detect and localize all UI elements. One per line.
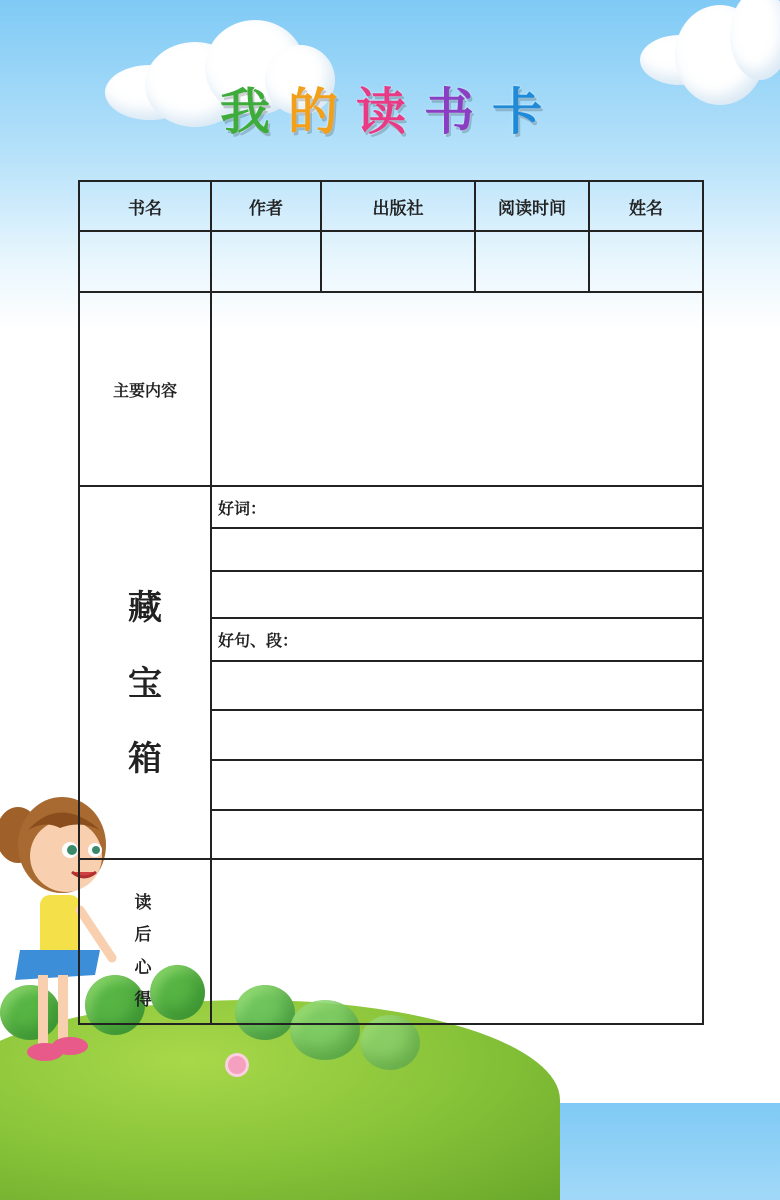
header-author: 作者 bbox=[249, 198, 283, 219]
reflection-label bbox=[118, 888, 168, 1010]
title-char-5: 卡 bbox=[492, 83, 560, 141]
treasure-char: 箱 bbox=[128, 739, 162, 779]
reflection-cell[interactable] bbox=[212, 860, 702, 1023]
publisher-cell[interactable] bbox=[322, 232, 474, 291]
main-content-cell[interactable] bbox=[212, 293, 702, 485]
treasure-char: 宝 bbox=[128, 663, 162, 704]
good-words-line[interactable] bbox=[212, 529, 702, 570]
treasure-box-label bbox=[80, 580, 210, 780]
author-cell[interactable] bbox=[212, 232, 320, 291]
title-char-3: 读 bbox=[356, 83, 424, 141]
page-title bbox=[0, 72, 780, 144]
title-char-2: 的 bbox=[288, 83, 356, 141]
header-name: 姓名 bbox=[629, 198, 663, 219]
good-words-line[interactable] bbox=[212, 572, 702, 617]
header-book-title: 书名 bbox=[128, 198, 162, 219]
reading-card-table bbox=[78, 180, 704, 1025]
reflection-char: 心 bbox=[134, 957, 152, 978]
good-words-label: 好词： bbox=[218, 498, 267, 518]
good-sentences-label: 好句、段： bbox=[218, 631, 299, 650]
header-reading-time: 阅读时间 bbox=[498, 198, 566, 219]
good-sentences-line[interactable] bbox=[212, 662, 702, 709]
good-sentences-line[interactable] bbox=[212, 811, 702, 858]
header-publisher: 出版社 bbox=[372, 198, 424, 219]
main-content-label: 主要内容 bbox=[112, 380, 177, 400]
treasure-char: 藏 bbox=[128, 588, 162, 628]
title-char-1: 我 bbox=[220, 83, 288, 141]
reflection-char: 读 bbox=[134, 893, 152, 913]
title-char-4: 书 bbox=[424, 83, 492, 141]
flower-icon bbox=[228, 1056, 246, 1074]
reflection-char: 后 bbox=[134, 925, 152, 946]
reflection-char: 得 bbox=[134, 989, 152, 1010]
book-title-cell[interactable] bbox=[80, 232, 210, 291]
name-cell[interactable] bbox=[590, 232, 702, 291]
good-sentences-line[interactable] bbox=[212, 761, 702, 809]
reading-time-cell[interactable] bbox=[476, 232, 588, 291]
good-sentences-line[interactable] bbox=[212, 711, 702, 759]
